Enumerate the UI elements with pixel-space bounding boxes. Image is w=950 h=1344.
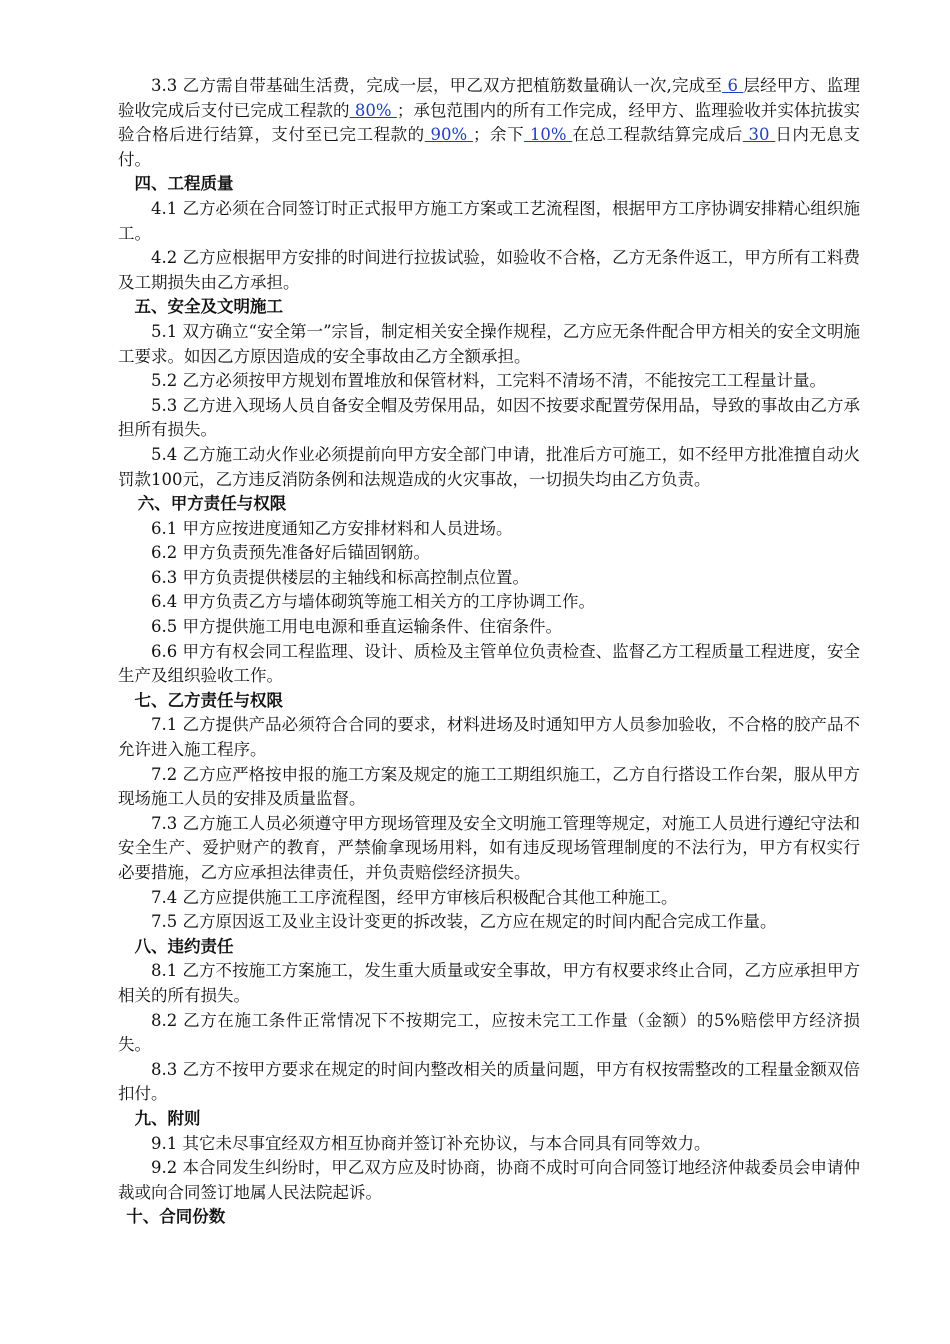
clause-8-1: 8.1 乙方不按施工方案施工，发生重大质量或安全事故，甲方有权要求终止合同，乙方应承担甲方相关的所有损失。 <box>118 961 860 1005</box>
section-4-heading: 四、工程质量 <box>134 174 234 194</box>
section-9-heading: 九、附则 <box>134 1108 201 1128</box>
clause-3-3 <box>118 74 860 172</box>
clause-8-2: 8.2 乙方在施工条件正常情况下不按期完工，应按未完工工作量（金额）的5%赔偿甲方经济损失。 <box>118 1010 860 1055</box>
clause-3-3-text-a: 3.3 乙方需自带基础生活费，完成一层，甲乙双方把植筋数量确认一次,完成至 <box>151 76 723 95</box>
clause-6-1: 6.1 甲方应按进度通知乙方安排材料和人员进场。 <box>151 518 513 538</box>
clause-5-4: 5.4 乙方施工动火作业必须提前向甲方安全部门申请，批准后方可施工，如不经甲方批准擅自动火罚款100元，乙方违反消防条例和法规造成的火灾事故，一切损失均由乙方负责。 <box>118 444 860 489</box>
clause-9-1: 9.1 其它未尽事宜经双方相互协商并签订补充协议，与本合同具有同等效力。 <box>151 1133 711 1153</box>
clause-7-4: 7.4 乙方应提供施工工序流程图，经甲方审核后积极配合其他工种施工。 <box>151 887 678 907</box>
clause-6-6: 6.6 甲方有权会同工程监理、设计、质检及主管单位负责检查、监督乙方工程质量工程进度，安全生产及组织验收工作。 <box>118 641 860 686</box>
clause-3-3-text-b: 层经甲方、监理验收完成后支付已完成工程款的 <box>118 76 861 120</box>
clause-4-1: 4.1 乙方必须在合同签订时正式报甲方施工方案或工艺流程图，根据甲方工序协调安排精心组织施工。 <box>118 198 860 243</box>
clause-5-1: 5.1 双方确立“安全第一”宗旨，制定相关安全操作规程，乙方应无条件配合甲方相关的安全文明施工要求。如因乙方原因造成的安全事故由乙方全额承担。 <box>118 321 860 366</box>
clause-5-2: 5.2 乙方必须按甲方规划布置堆放和保管材料，工完料不清场不清，不能按完工工程量计量。 <box>151 371 826 391</box>
section-7-heading: 七、乙方责任与权限 <box>134 690 283 710</box>
clause-9-2: 9.2 本合同发生纠纷时，甲乙双方应及时协商，协商不成时可向合同签订地经济仲裁委员会申请仲裁或向合同签订地属人民法院起诉。 <box>118 1158 860 1202</box>
payment-percent-80: 80% <box>349 100 397 120</box>
clause-6-3: 6.3 甲方负责提供楼层的主轴线和标高控制点位置。 <box>151 567 529 587</box>
clause-3-3-text-c: ；承包范围内的所有工作完成，经甲方、监理验收并实体抗拔实验合格后进行结算，支付至已完工程款的 <box>118 100 861 145</box>
floors-blank: 6 <box>722 76 744 95</box>
clause-7-3: 7.3 乙方施工人员必须遵守甲方现场管理及安全文明施工管理等规定，对施工人员进行遵纪守法和安全生产、爱护财产的教育，严禁偷拿现场用料，如有违反现场管理制度的不法行为，甲方有权实行必要措施，乙方应承担法律责任，并负责赔偿经济损失。 <box>118 813 860 882</box>
days-blank: 30 <box>742 125 776 145</box>
clause-3-3-text-e: 在总工程款结算完成后 <box>572 125 743 145</box>
payment-percent-90: 90% <box>424 125 473 145</box>
clause-6-4: 6.4 甲方负责乙方与墙体砌筑等施工相关方的工序协调工作。 <box>151 592 595 612</box>
retention-percent-10: 10% <box>524 125 573 145</box>
clause-7-1: 7.1 乙方提供产品必须符合合同的要求，材料进场及时通知甲方人员参加验收，不合格的胶产品不允许进入施工程序。 <box>118 715 860 760</box>
clause-3-3-text-f: 日内无息支付。 <box>118 125 861 169</box>
section-10-heading: 十、合同份数 <box>126 1207 226 1227</box>
clause-4-2: 4.2 乙方应根据甲方安排的时间进行拉拔试验，如验收不合格，乙方无条件返工，甲方所有工料费及工期损失由乙方承担。 <box>118 248 860 292</box>
section-8-heading: 八、违约责任 <box>134 936 234 956</box>
section-5-heading: 五、安全及文明施工 <box>134 297 283 317</box>
contract-body <box>118 74 860 1230</box>
clause-7-5: 7.5 乙方原因返工及业主设计变更的拆改装，乙方应在规定的时间内配合完成工作量。 <box>151 912 777 932</box>
clause-6-5: 6.5 甲方提供施工用电电源和垂直运输条件、住宿条件。 <box>151 617 562 637</box>
clause-3-3-text-d: ；余下 <box>472 125 525 145</box>
section-6-heading: 六、甲方责任与权限 <box>137 494 287 514</box>
clause-5-3: 5.3 乙方进入现场人员自备安全帽及劳保用品，如因不按要求配置劳保用品，导致的事故由乙方承担所有损失。 <box>118 395 860 440</box>
clause-6-2: 6.2 甲方负责预先准备好后锚固钢筋。 <box>151 543 430 563</box>
clause-7-2: 7.2 乙方应严格按申报的施工方案及规定的施工工期组织施工，乙方自行搭设工作台架，服从甲方现场施工人员的安排及质量监督。 <box>118 764 860 809</box>
clause-8-3: 8.3 乙方不按甲方要求在规定的时间内整改相关的质量问题，甲方有权按需整改的工程量金额双倍扣付。 <box>118 1059 860 1104</box>
